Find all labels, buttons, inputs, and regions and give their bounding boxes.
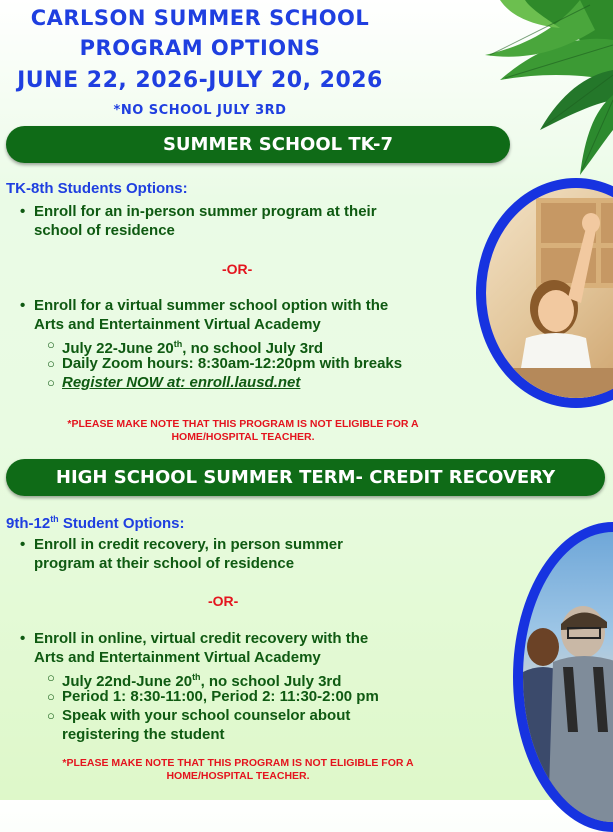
section2-or-divider: -OR-	[208, 593, 239, 609]
section2-eligibility-note: *PLEASE MAKE NOTE THAT THIS PROGRAM IS NOT ELIGIBLE FOR A HOME/HOSPITAL TEACHER.	[62, 757, 414, 782]
bullet-icon: •	[20, 297, 26, 314]
section1-option-2: • Enroll for a virtual summer school option with the Arts and Entertainment Virtual Academy	[20, 297, 389, 333]
smiling-students-photo	[513, 522, 613, 832]
section2-subitem-periods: ○ Period 1: 8:30-11:00, Period 2: 11:30-2:00 pm	[47, 688, 379, 705]
bullet-icon: •	[20, 203, 26, 220]
program-dates: JUNE 22, 2026-JULY 20, 2026	[17, 68, 383, 93]
title-line-1: CARLSON SUMMER SCHOOL	[30, 6, 370, 30]
section2-subitem-counselor: ○ Speak with your school counselor about registering the student	[47, 707, 351, 743]
section2-subtitle: 9th-12th Student Options:	[6, 514, 185, 532]
title-line-2: PROGRAM OPTIONS	[79, 36, 321, 60]
section1-or-divider: -OR-	[222, 261, 253, 277]
section2-option-2: • Enroll in online, virtual credit recovery with the Arts and Entertainment Virtual Academy	[20, 630, 369, 666]
register-link[interactable]: Register NOW at: enroll.lausd.net	[62, 374, 301, 391]
section1-subtitle: TK-8th Students Options:	[6, 180, 188, 197]
section-banner-tk7	[6, 126, 510, 163]
circle-bullet-icon: ○	[47, 375, 55, 390]
section1-eligibility-note: *PLEASE MAKE NOTE THAT THIS PROGRAM IS NOT ELIGIBLE FOR A HOME/HOSPITAL TEACHER.	[67, 418, 419, 443]
section-banner-high-school	[6, 459, 605, 496]
circle-bullet-icon: ○	[47, 708, 55, 723]
bullet-icon: •	[20, 630, 26, 647]
circle-bullet-icon: ○	[47, 670, 55, 685]
no-school-note: *NO SCHOOL JULY 3RD	[113, 103, 287, 118]
section1-option-1: • Enroll for an in-person summer program at their school of residence	[20, 203, 377, 239]
section2-option-1: • Enroll in credit recovery, in person summer program at their school of residence	[20, 536, 343, 572]
section2-subitem-dates: ○ July 22nd-June 20th, no school July 3rd	[47, 670, 342, 690]
section1-subitem-zoom-hours: ○ Daily Zoom hours: 8:30am-12:20pm with breaks	[47, 355, 403, 372]
circle-bullet-icon: ○	[47, 337, 55, 352]
bullet-icon: •	[20, 536, 26, 553]
section-banner-tk7-label: SUMMER SCHOOL TK-7	[162, 134, 394, 155]
section-banner-high-school-label: HIGH SCHOOL SUMMER TERM- CREDIT RECOVERY	[55, 467, 556, 488]
circle-bullet-icon: ○	[47, 356, 55, 371]
student-raising-hand-photo	[476, 178, 613, 408]
section1-subitem-register	[47, 373, 301, 392]
section1-subitem-dates: ○ July 22-June 20th, no school July 3rd	[47, 337, 324, 357]
circle-bullet-icon: ○	[47, 689, 55, 704]
